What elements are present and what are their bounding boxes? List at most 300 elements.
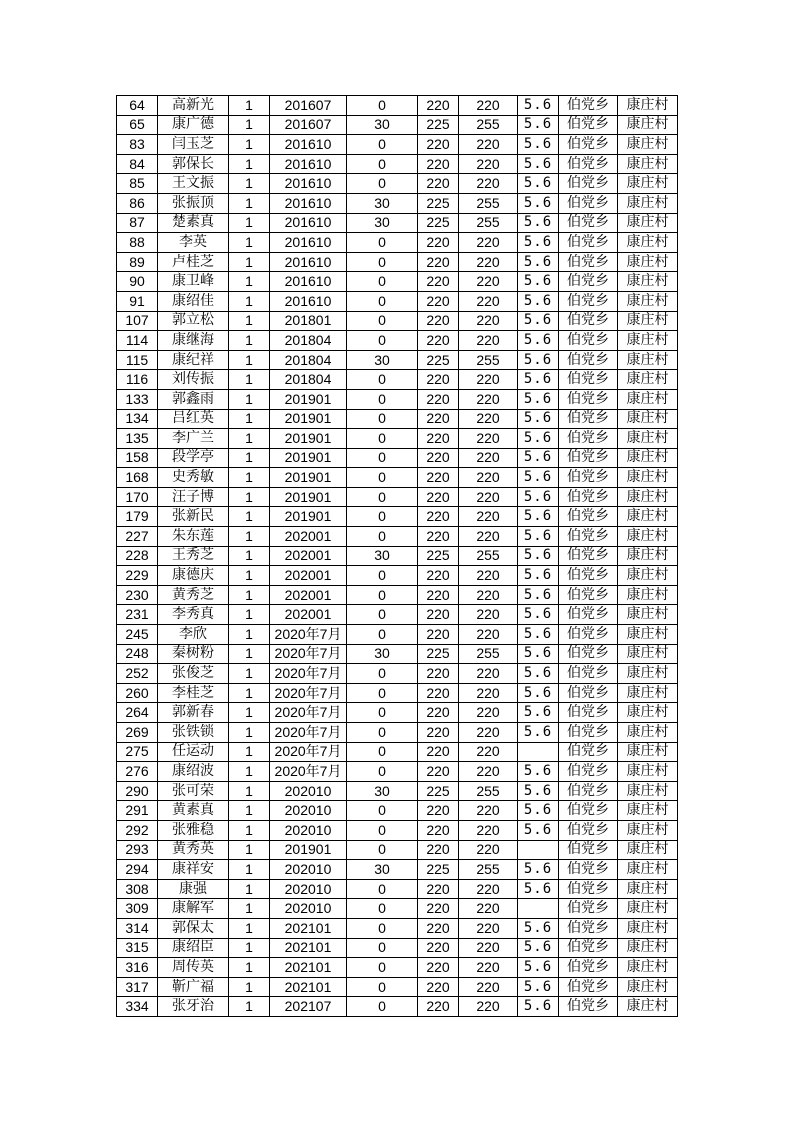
person-count-cell: 1 [229, 820, 270, 840]
village-name-cell: 康庄村 [618, 879, 678, 899]
rate-value-cell: 5.6 [518, 252, 559, 272]
township-name-cell: 伯党乡 [559, 840, 618, 860]
total-amount-cell: 220 [459, 233, 518, 253]
township-name-cell: 伯党乡 [559, 625, 618, 645]
person-name-cell: 郭保太 [158, 918, 229, 938]
township-name-cell: 伯党乡 [559, 742, 618, 762]
table-row [117, 840, 678, 860]
standard-amount-cell: 225 [418, 213, 459, 233]
person-count-cell: 1 [229, 507, 270, 527]
extra-amount-cell: 0 [347, 291, 418, 311]
person-name-cell: 张铁锁 [158, 723, 229, 743]
start-period-cell: 201607 [270, 96, 347, 116]
township-name-cell: 伯党乡 [559, 781, 618, 801]
extra-amount-cell: 0 [347, 840, 418, 860]
standard-amount-cell: 220 [418, 233, 459, 253]
total-amount-cell: 220 [459, 723, 518, 743]
start-period-cell: 202101 [270, 977, 347, 997]
person-count-cell: 1 [229, 860, 270, 880]
village-name-cell: 康庄村 [618, 605, 678, 625]
table-row [117, 135, 678, 155]
person-count-cell: 1 [229, 781, 270, 801]
total-amount-cell: 220 [459, 879, 518, 899]
rate-value-cell: 5.6 [518, 135, 559, 155]
person-count-cell: 1 [229, 331, 270, 351]
standard-amount-cell: 220 [418, 918, 459, 938]
person-name-cell: 任运动 [158, 742, 229, 762]
person-name-cell: 李英 [158, 233, 229, 253]
township-name-cell: 伯党乡 [559, 723, 618, 743]
village-name-cell: 康庄村 [618, 683, 678, 703]
person-count-cell: 1 [229, 154, 270, 174]
person-count-cell: 1 [229, 233, 270, 253]
standard-amount-cell: 220 [418, 899, 459, 919]
village-name-cell: 康庄村 [618, 781, 678, 801]
record-number-cell: 276 [117, 762, 158, 782]
extra-amount-cell: 30 [347, 213, 418, 233]
person-name-cell: 秦树粉 [158, 644, 229, 664]
village-name-cell: 康庄村 [618, 429, 678, 449]
township-name-cell: 伯党乡 [559, 389, 618, 409]
person-name-cell: 卢桂芝 [158, 252, 229, 272]
person-name-cell: 康德庆 [158, 566, 229, 586]
record-number-cell: 87 [117, 213, 158, 233]
rate-value-cell: 5.6 [518, 977, 559, 997]
rate-value-cell: 5.6 [518, 781, 559, 801]
extra-amount-cell: 0 [347, 429, 418, 449]
table-row [117, 958, 678, 978]
person-name-cell: 高新光 [158, 96, 229, 116]
start-period-cell: 2020年7月 [270, 742, 347, 762]
extra-amount-cell: 0 [347, 233, 418, 253]
person-name-cell: 张牙治 [158, 997, 229, 1017]
village-name-cell: 康庄村 [618, 154, 678, 174]
rate-value-cell: 5.6 [518, 762, 559, 782]
person-name-cell: 闫玉芝 [158, 135, 229, 155]
extra-amount-cell: 0 [347, 566, 418, 586]
start-period-cell: 201901 [270, 389, 347, 409]
extra-amount-cell: 0 [347, 742, 418, 762]
extra-amount-cell: 0 [347, 664, 418, 684]
rate-value-cell [518, 742, 559, 762]
start-period-cell: 201804 [270, 370, 347, 390]
person-name-cell: 康绍波 [158, 762, 229, 782]
standard-amount-cell: 220 [418, 820, 459, 840]
rate-value-cell: 5.6 [518, 409, 559, 429]
standard-amount-cell: 220 [418, 723, 459, 743]
start-period-cell: 202010 [270, 820, 347, 840]
record-number-cell: 245 [117, 625, 158, 645]
extra-amount-cell: 0 [347, 723, 418, 743]
village-name-cell: 康庄村 [618, 527, 678, 547]
person-count-cell: 1 [229, 977, 270, 997]
person-name-cell: 吕红英 [158, 409, 229, 429]
start-period-cell: 201610 [270, 213, 347, 233]
start-period-cell: 201610 [270, 135, 347, 155]
extra-amount-cell: 0 [347, 527, 418, 547]
person-count-cell: 1 [229, 644, 270, 664]
start-period-cell: 201804 [270, 331, 347, 351]
standard-amount-cell: 220 [418, 840, 459, 860]
extra-amount-cell: 0 [347, 820, 418, 840]
township-name-cell: 伯党乡 [559, 96, 618, 116]
total-amount-cell: 220 [459, 527, 518, 547]
rate-value-cell: 5.6 [518, 605, 559, 625]
standard-amount-cell: 220 [418, 468, 459, 488]
person-name-cell: 张可荣 [158, 781, 229, 801]
standard-amount-cell: 220 [418, 801, 459, 821]
start-period-cell: 201610 [270, 252, 347, 272]
person-count-cell: 1 [229, 879, 270, 899]
total-amount-cell: 220 [459, 605, 518, 625]
total-amount-cell: 220 [459, 840, 518, 860]
total-amount-cell: 220 [459, 429, 518, 449]
township-name-cell: 伯党乡 [559, 115, 618, 135]
person-name-cell: 李桂芝 [158, 683, 229, 703]
total-amount-cell: 220 [459, 566, 518, 586]
record-number-cell: 88 [117, 233, 158, 253]
start-period-cell: 201801 [270, 311, 347, 331]
total-amount-cell: 220 [459, 664, 518, 684]
standard-amount-cell: 220 [418, 879, 459, 899]
record-number-cell: 291 [117, 801, 158, 821]
village-name-cell: 康庄村 [618, 958, 678, 978]
record-number-cell: 133 [117, 389, 158, 409]
township-name-cell: 伯党乡 [559, 879, 618, 899]
village-name-cell: 康庄村 [618, 938, 678, 958]
start-period-cell: 201901 [270, 448, 347, 468]
standard-amount-cell: 220 [418, 96, 459, 116]
rate-value-cell: 5.6 [518, 683, 559, 703]
person-count-cell: 1 [229, 840, 270, 860]
village-name-cell: 康庄村 [618, 762, 678, 782]
ledger-body [117, 96, 678, 1017]
person-count-cell: 1 [229, 370, 270, 390]
township-name-cell: 伯党乡 [559, 213, 618, 233]
person-count-cell: 1 [229, 762, 270, 782]
person-name-cell: 黄秀芝 [158, 585, 229, 605]
total-amount-cell: 220 [459, 291, 518, 311]
start-period-cell: 202010 [270, 801, 347, 821]
village-name-cell: 康庄村 [618, 331, 678, 351]
person-count-cell: 1 [229, 135, 270, 155]
total-amount-cell: 220 [459, 801, 518, 821]
village-name-cell: 康庄村 [618, 448, 678, 468]
record-number-cell: 135 [117, 429, 158, 449]
township-name-cell: 伯党乡 [559, 429, 618, 449]
person-count-cell: 1 [229, 703, 270, 723]
township-name-cell: 伯党乡 [559, 193, 618, 213]
start-period-cell: 202001 [270, 566, 347, 586]
village-name-cell: 康庄村 [618, 742, 678, 762]
standard-amount-cell: 220 [418, 703, 459, 723]
extra-amount-cell: 30 [347, 546, 418, 566]
village-name-cell: 康庄村 [618, 272, 678, 292]
person-name-cell: 李秀真 [158, 605, 229, 625]
standard-amount-cell: 220 [418, 272, 459, 292]
township-name-cell: 伯党乡 [559, 860, 618, 880]
rate-value-cell: 5.6 [518, 958, 559, 978]
table-row [117, 448, 678, 468]
person-name-cell: 李广兰 [158, 429, 229, 449]
person-count-cell: 1 [229, 429, 270, 449]
table-row [117, 154, 678, 174]
extra-amount-cell: 0 [347, 370, 418, 390]
standard-amount-cell: 220 [418, 527, 459, 547]
person-name-cell: 史秀敏 [158, 468, 229, 488]
township-name-cell: 伯党乡 [559, 154, 618, 174]
person-name-cell: 黄素真 [158, 801, 229, 821]
record-number-cell: 228 [117, 546, 158, 566]
person-count-cell: 1 [229, 409, 270, 429]
township-name-cell: 伯党乡 [559, 644, 618, 664]
person-name-cell: 王文振 [158, 174, 229, 194]
total-amount-cell: 220 [459, 507, 518, 527]
start-period-cell: 201610 [270, 291, 347, 311]
person-count-cell: 1 [229, 958, 270, 978]
table-row [117, 213, 678, 233]
township-name-cell: 伯党乡 [559, 507, 618, 527]
record-number-cell: 334 [117, 997, 158, 1017]
record-number-cell: 64 [117, 96, 158, 116]
township-name-cell: 伯党乡 [559, 938, 618, 958]
start-period-cell: 201610 [270, 193, 347, 213]
record-number-cell: 91 [117, 291, 158, 311]
village-name-cell: 康庄村 [618, 860, 678, 880]
extra-amount-cell: 0 [347, 487, 418, 507]
person-count-cell: 1 [229, 585, 270, 605]
total-amount-cell: 220 [459, 625, 518, 645]
ledger-table [116, 95, 678, 1017]
rate-value-cell: 5.6 [518, 879, 559, 899]
extra-amount-cell: 0 [347, 938, 418, 958]
table-row [117, 625, 678, 645]
township-name-cell: 伯党乡 [559, 585, 618, 605]
person-count-cell: 1 [229, 899, 270, 919]
extra-amount-cell: 0 [347, 311, 418, 331]
person-name-cell: 康纪祥 [158, 350, 229, 370]
table-row [117, 977, 678, 997]
record-number-cell: 290 [117, 781, 158, 801]
record-number-cell: 308 [117, 879, 158, 899]
township-name-cell: 伯党乡 [559, 899, 618, 919]
person-count-cell: 1 [229, 252, 270, 272]
person-name-cell: 段学亭 [158, 448, 229, 468]
rate-value-cell: 5.6 [518, 96, 559, 116]
township-name-cell: 伯党乡 [559, 233, 618, 253]
record-number-cell: 107 [117, 311, 158, 331]
person-name-cell: 楚素真 [158, 213, 229, 233]
rate-value-cell: 5.6 [518, 723, 559, 743]
person-count-cell: 1 [229, 468, 270, 488]
total-amount-cell: 220 [459, 938, 518, 958]
total-amount-cell: 255 [459, 350, 518, 370]
person-count-cell: 1 [229, 918, 270, 938]
standard-amount-cell: 220 [418, 742, 459, 762]
rate-value-cell: 5.6 [518, 389, 559, 409]
record-number-cell: 115 [117, 350, 158, 370]
township-name-cell: 伯党乡 [559, 958, 618, 978]
person-name-cell: 张新民 [158, 507, 229, 527]
standard-amount-cell: 220 [418, 154, 459, 174]
table-row [117, 527, 678, 547]
table-row [117, 233, 678, 253]
table-row [117, 879, 678, 899]
record-number-cell: 309 [117, 899, 158, 919]
start-period-cell: 2020年7月 [270, 703, 347, 723]
township-name-cell: 伯党乡 [559, 468, 618, 488]
rate-value-cell: 5.6 [518, 331, 559, 351]
rate-value-cell: 5.6 [518, 997, 559, 1017]
start-period-cell: 202001 [270, 585, 347, 605]
village-name-cell: 康庄村 [618, 135, 678, 155]
total-amount-cell: 220 [459, 683, 518, 703]
township-name-cell: 伯党乡 [559, 350, 618, 370]
total-amount-cell: 220 [459, 820, 518, 840]
person-count-cell: 1 [229, 174, 270, 194]
record-number-cell: 89 [117, 252, 158, 272]
table-row [117, 546, 678, 566]
rate-value-cell [518, 899, 559, 919]
start-period-cell: 2020年7月 [270, 723, 347, 743]
total-amount-cell: 220 [459, 311, 518, 331]
rate-value-cell: 5.6 [518, 860, 559, 880]
start-period-cell: 202101 [270, 958, 347, 978]
person-count-cell: 1 [229, 350, 270, 370]
record-number-cell: 168 [117, 468, 158, 488]
township-name-cell: 伯党乡 [559, 370, 618, 390]
start-period-cell: 201607 [270, 115, 347, 135]
record-number-cell: 231 [117, 605, 158, 625]
table-row [117, 781, 678, 801]
start-period-cell: 202107 [270, 997, 347, 1017]
person-name-cell: 朱东莲 [158, 527, 229, 547]
extra-amount-cell: 0 [347, 801, 418, 821]
village-name-cell: 康庄村 [618, 644, 678, 664]
total-amount-cell: 255 [459, 193, 518, 213]
rate-value-cell: 5.6 [518, 429, 559, 449]
village-name-cell: 康庄村 [618, 233, 678, 253]
village-name-cell: 康庄村 [618, 252, 678, 272]
extra-amount-cell: 0 [347, 135, 418, 155]
start-period-cell: 201901 [270, 429, 347, 449]
rate-value-cell: 5.6 [518, 527, 559, 547]
person-name-cell: 郭鑫雨 [158, 389, 229, 409]
total-amount-cell: 220 [459, 585, 518, 605]
table-row [117, 585, 678, 605]
rate-value-cell: 5.6 [518, 193, 559, 213]
rate-value-cell: 5.6 [518, 585, 559, 605]
extra-amount-cell: 0 [347, 762, 418, 782]
record-number-cell: 158 [117, 448, 158, 468]
rate-value-cell: 5.6 [518, 448, 559, 468]
record-number-cell: 229 [117, 566, 158, 586]
township-name-cell: 伯党乡 [559, 703, 618, 723]
person-count-cell: 1 [229, 272, 270, 292]
extra-amount-cell: 0 [347, 96, 418, 116]
person-name-cell: 康绍臣 [158, 938, 229, 958]
start-period-cell: 202010 [270, 879, 347, 899]
person-count-cell: 1 [229, 96, 270, 116]
person-name-cell: 康广德 [158, 115, 229, 135]
village-name-cell: 康庄村 [618, 115, 678, 135]
person-name-cell: 刘传振 [158, 370, 229, 390]
extra-amount-cell: 0 [347, 977, 418, 997]
standard-amount-cell: 220 [418, 997, 459, 1017]
start-period-cell: 201901 [270, 409, 347, 429]
table-row [117, 96, 678, 116]
start-period-cell: 202001 [270, 605, 347, 625]
village-name-cell: 康庄村 [618, 585, 678, 605]
township-name-cell: 伯党乡 [559, 566, 618, 586]
township-name-cell: 伯党乡 [559, 997, 618, 1017]
table-row [117, 703, 678, 723]
village-name-cell: 康庄村 [618, 174, 678, 194]
table-row [117, 899, 678, 919]
village-name-cell: 康庄村 [618, 625, 678, 645]
rate-value-cell: 5.6 [518, 487, 559, 507]
standard-amount-cell: 220 [418, 311, 459, 331]
record-number-cell: 292 [117, 820, 158, 840]
rate-value-cell: 5.6 [518, 625, 559, 645]
standard-amount-cell: 220 [418, 585, 459, 605]
standard-amount-cell: 220 [418, 487, 459, 507]
rate-value-cell: 5.6 [518, 507, 559, 527]
village-name-cell: 康庄村 [618, 899, 678, 919]
record-number-cell: 248 [117, 644, 158, 664]
total-amount-cell: 255 [459, 546, 518, 566]
record-number-cell: 293 [117, 840, 158, 860]
standard-amount-cell: 220 [418, 429, 459, 449]
record-number-cell: 83 [117, 135, 158, 155]
person-name-cell: 王秀芝 [158, 546, 229, 566]
standard-amount-cell: 225 [418, 860, 459, 880]
extra-amount-cell: 30 [347, 193, 418, 213]
village-name-cell: 康庄村 [618, 801, 678, 821]
total-amount-cell: 220 [459, 899, 518, 919]
township-name-cell: 伯党乡 [559, 252, 618, 272]
start-period-cell: 2020年7月 [270, 762, 347, 782]
standard-amount-cell: 220 [418, 370, 459, 390]
standard-amount-cell: 220 [418, 762, 459, 782]
township-name-cell: 伯党乡 [559, 820, 618, 840]
standard-amount-cell: 225 [418, 193, 459, 213]
person-count-cell: 1 [229, 723, 270, 743]
record-number-cell: 264 [117, 703, 158, 723]
township-name-cell: 伯党乡 [559, 135, 618, 155]
person-name-cell: 张俊芝 [158, 664, 229, 684]
person-name-cell: 张振顶 [158, 193, 229, 213]
total-amount-cell: 220 [459, 272, 518, 292]
record-number-cell: 84 [117, 154, 158, 174]
start-period-cell: 202010 [270, 781, 347, 801]
village-name-cell: 康庄村 [618, 566, 678, 586]
total-amount-cell: 220 [459, 448, 518, 468]
start-period-cell: 201901 [270, 507, 347, 527]
total-amount-cell: 220 [459, 409, 518, 429]
total-amount-cell: 255 [459, 213, 518, 233]
village-name-cell: 康庄村 [618, 664, 678, 684]
record-number-cell: 317 [117, 977, 158, 997]
start-period-cell: 201610 [270, 174, 347, 194]
standard-amount-cell: 220 [418, 389, 459, 409]
village-name-cell: 康庄村 [618, 409, 678, 429]
total-amount-cell: 255 [459, 115, 518, 135]
total-amount-cell: 220 [459, 762, 518, 782]
start-period-cell: 2020年7月 [270, 664, 347, 684]
extra-amount-cell: 0 [347, 605, 418, 625]
standard-amount-cell: 220 [418, 135, 459, 155]
